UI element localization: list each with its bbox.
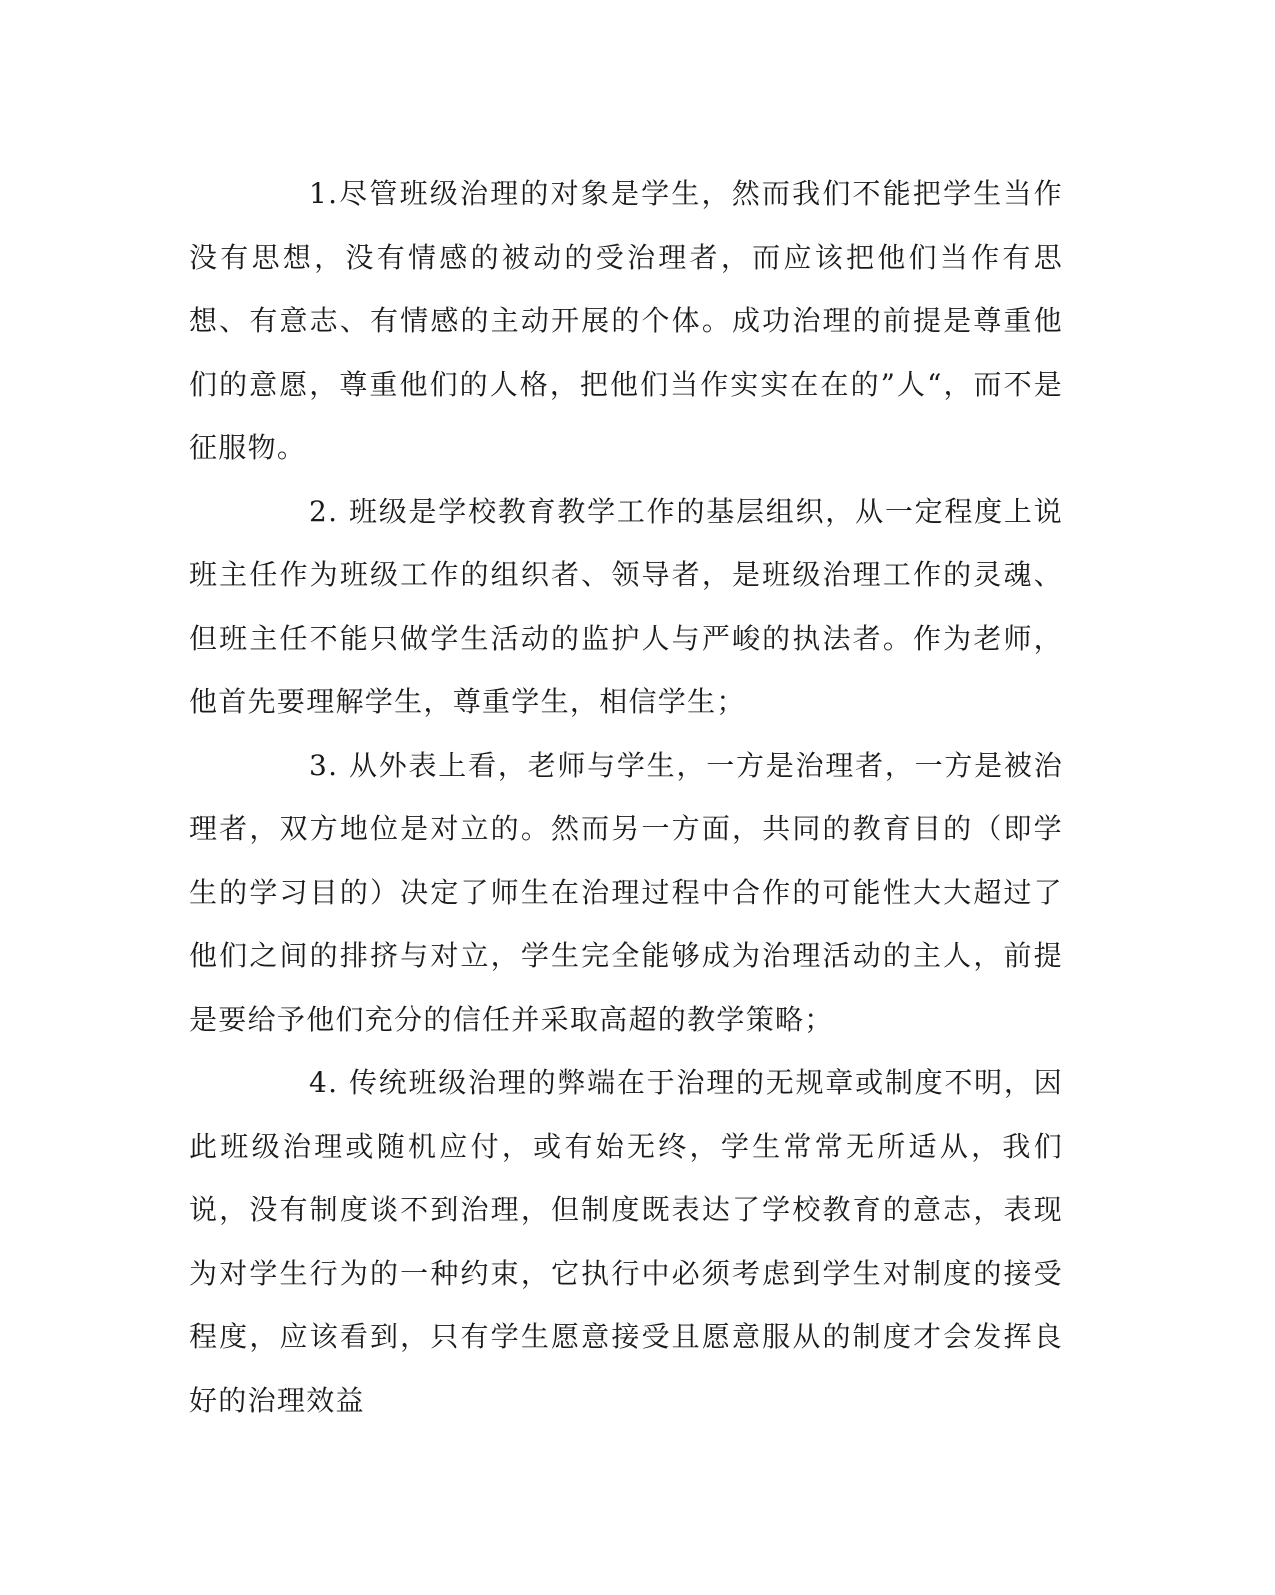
paragraph-1: 1.尽管班级治理的对象是学生，然而我们不能把学生当作没有思想，没有情感的被动的受治理者，而应该把他们当作有思想、有意志、有情感的主动开展的个体。成功治理的前提是尊重他们的意愿，尊重他们的人格，把他们当作实实在在的”人“，而不是征服物。 [189,177,1063,464]
paragraph-4: 4. 传统班级治理的弊端在于治理的无规章或制度不明，因此班级治理或随机应付，或有始无终，学生常常无所适从，我们说，没有制度谈不到治理，但制度既表达了学校教育的意志，表现为对学生行为的一种约束，它执行中必须考虑到学生对制度的接受程度，应该看到，只有学生愿意接受且愿意服从的制度才会发挥良好的治理效益 [189,1066,1063,1417]
paragraph-2: 2. 班级是学校教育教学工作的基层组织，从一定程度上说班主任作为班级工作的组织者、领导者，是班级治理工作的灵魂、但班主任不能只做学生活动的监护人与严峻的执法者。作为老师，他首先要理解学生，尊重学生，相信学生； [189,494,1063,718]
document-body [189,162,1063,1432]
paragraph-3: 3. 从外表上看，老师与学生，一方是治理者，一方是被治理者，双方地位是对立的。然而另一方面，共同的教育目的（即学生的学习目的）决定了师生在治理过程中合作的可能性大大超过了他们之间的排挤与对立，学生完全能够成为治理活动的主人，前提是要给予他们充分的信任并采取高超的教学策略； [189,748,1063,1036]
